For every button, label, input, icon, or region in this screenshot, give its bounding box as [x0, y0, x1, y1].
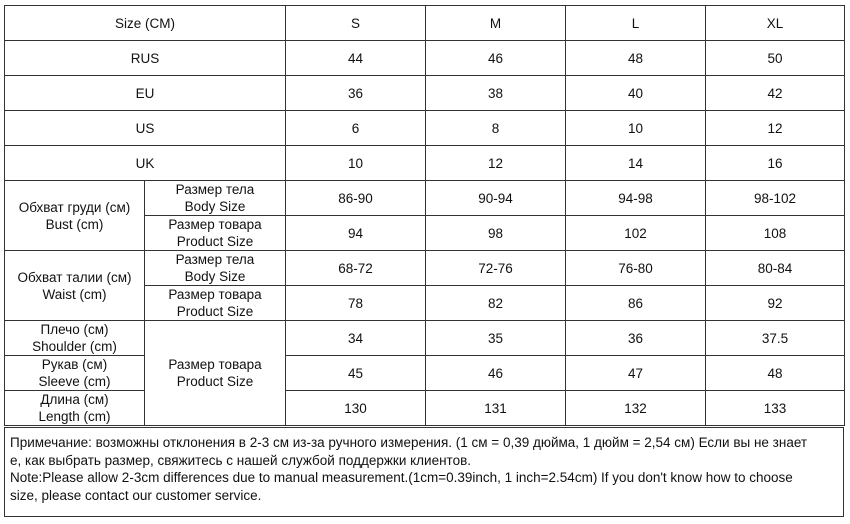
table-row-us — [5, 111, 845, 146]
table-cell: 133 — [706, 391, 845, 426]
table-cell: 35 — [426, 321, 566, 356]
product-size-label — [145, 286, 286, 321]
note-line: Note:Please allow 2-3cm differences due to manual measurement.(1cm=0.39inch, 1 inch=2.54cm) If you don't know how to choose — [10, 470, 793, 485]
size-header-m: M — [426, 6, 566, 41]
body-size-label — [145, 181, 286, 216]
size-chart-table — [4, 5, 845, 426]
table-cell: 38 — [426, 76, 566, 111]
table-row-eu — [5, 76, 845, 111]
table-cell: 86-90 — [286, 181, 426, 216]
table-cell: 86 — [566, 286, 706, 321]
shoulder-label-ru: Плечо (см) — [40, 322, 109, 337]
body-size-label-en: Body Size — [184, 199, 246, 214]
row-label: UK — [5, 146, 286, 181]
table-cell: 98-102 — [706, 181, 845, 216]
table-cell: 36 — [286, 76, 426, 111]
table-cell: 94 — [286, 216, 426, 251]
table-cell: 76-80 — [566, 251, 706, 286]
table-cell: 46 — [426, 356, 566, 391]
table-cell: 108 — [706, 216, 845, 251]
waist-label-ru: Обхват талии (см) — [17, 269, 132, 285]
row-label: RUS — [5, 41, 286, 76]
size-header-s: S — [286, 6, 426, 41]
table-cell: 8 — [426, 111, 566, 146]
table-cell: 50 — [706, 41, 845, 76]
table-cell: 48 — [706, 356, 845, 391]
table-cell: 82 — [426, 286, 566, 321]
bust-label-ru: Обхват груди (см) — [18, 199, 131, 215]
table-cell: 132 — [566, 391, 706, 426]
size-header-label: Size (CM) — [5, 6, 286, 41]
table-cell: 80-84 — [706, 251, 845, 286]
table-cell: 12 — [426, 146, 566, 181]
product-size-label — [145, 216, 286, 251]
measurement-note — [4, 427, 844, 517]
note-line: size, please contact our customer service. — [10, 487, 262, 503]
table-row-header — [5, 6, 845, 41]
shoulder-label — [5, 321, 145, 356]
table-cell: 131 — [426, 391, 566, 426]
shoulder-label-en: Shoulder (cm) — [32, 339, 117, 354]
table-cell: 44 — [286, 41, 426, 76]
table-cell: 42 — [706, 76, 845, 111]
length-label-ru: Длина (см) — [40, 392, 109, 407]
size-header-xl: XL — [706, 6, 845, 41]
body-size-label-ru: Размер тела — [175, 182, 255, 197]
table-cell: 92 — [706, 286, 845, 321]
bust-label-en: Bust (cm) — [45, 216, 104, 232]
sleeve-label-en: Sleeve (cm) — [38, 374, 111, 389]
body-size-label-en: Body Size — [184, 269, 246, 284]
table-cell: 34 — [286, 321, 426, 356]
table-row-sleeve — [5, 356, 845, 391]
table-cell: 45 — [286, 356, 426, 391]
product-size-label — [145, 321, 286, 426]
table-cell: 47 — [566, 356, 706, 391]
table-row-length — [5, 391, 845, 426]
table-cell: 36 — [566, 321, 706, 356]
length-label-en: Length (cm) — [38, 409, 111, 424]
product-size-label-en: Product Size — [176, 234, 254, 249]
sleeve-label — [5, 356, 145, 391]
note-line: е, как выбрать размер, свяжитесь с нашей службой поддержки клиентов. — [10, 452, 472, 468]
table-row-waist-body — [5, 251, 845, 286]
table-cell: 72-76 — [426, 251, 566, 286]
product-size-label-ru: Размер товара — [168, 287, 262, 302]
table-row-bust-body — [5, 181, 845, 216]
table-cell: 16 — [706, 146, 845, 181]
table-cell: 130 — [286, 391, 426, 426]
waist-label-en: Waist (cm) — [42, 286, 107, 302]
length-label — [5, 391, 145, 426]
row-label: EU — [5, 76, 286, 111]
table-cell: 10 — [566, 111, 706, 146]
size-header-l: L — [566, 6, 706, 41]
bust-label — [5, 181, 145, 251]
table-cell: 68-72 — [286, 251, 426, 286]
table-cell: 12 — [706, 111, 845, 146]
waist-label — [5, 251, 145, 321]
table-cell: 14 — [566, 146, 706, 181]
table-cell: 48 — [566, 41, 706, 76]
product-size-label-ru: Размер товара — [168, 357, 262, 372]
table-cell: 46 — [426, 41, 566, 76]
table-cell: 37.5 — [706, 321, 845, 356]
body-size-label-ru: Размер тела — [175, 252, 255, 267]
product-size-label-ru: Размер товара — [168, 217, 262, 232]
table-cell: 102 — [566, 216, 706, 251]
table-cell: 6 — [286, 111, 426, 146]
table-row-uk — [5, 146, 845, 181]
table-cell: 98 — [426, 216, 566, 251]
table-row-shoulder — [5, 321, 845, 356]
table-cell: 78 — [286, 286, 426, 321]
note-line: Примечание: возможны отклонения в 2-3 см из-за ручного измерения. (1 см = 0,39 дюйма, 1 дюйм = 2,54 см) Если вы не знает — [10, 435, 808, 450]
row-label: US — [5, 111, 286, 146]
body-size-label — [145, 251, 286, 286]
table-cell: 40 — [566, 76, 706, 111]
table-cell: 90-94 — [426, 181, 566, 216]
sleeve-label-ru: Рукав (см) — [41, 357, 108, 372]
table-cell: 10 — [286, 146, 426, 181]
product-size-label-en: Product Size — [176, 304, 254, 319]
product-size-label-en: Product Size — [176, 374, 254, 389]
table-row-rus — [5, 41, 845, 76]
table-cell: 94-98 — [566, 181, 706, 216]
